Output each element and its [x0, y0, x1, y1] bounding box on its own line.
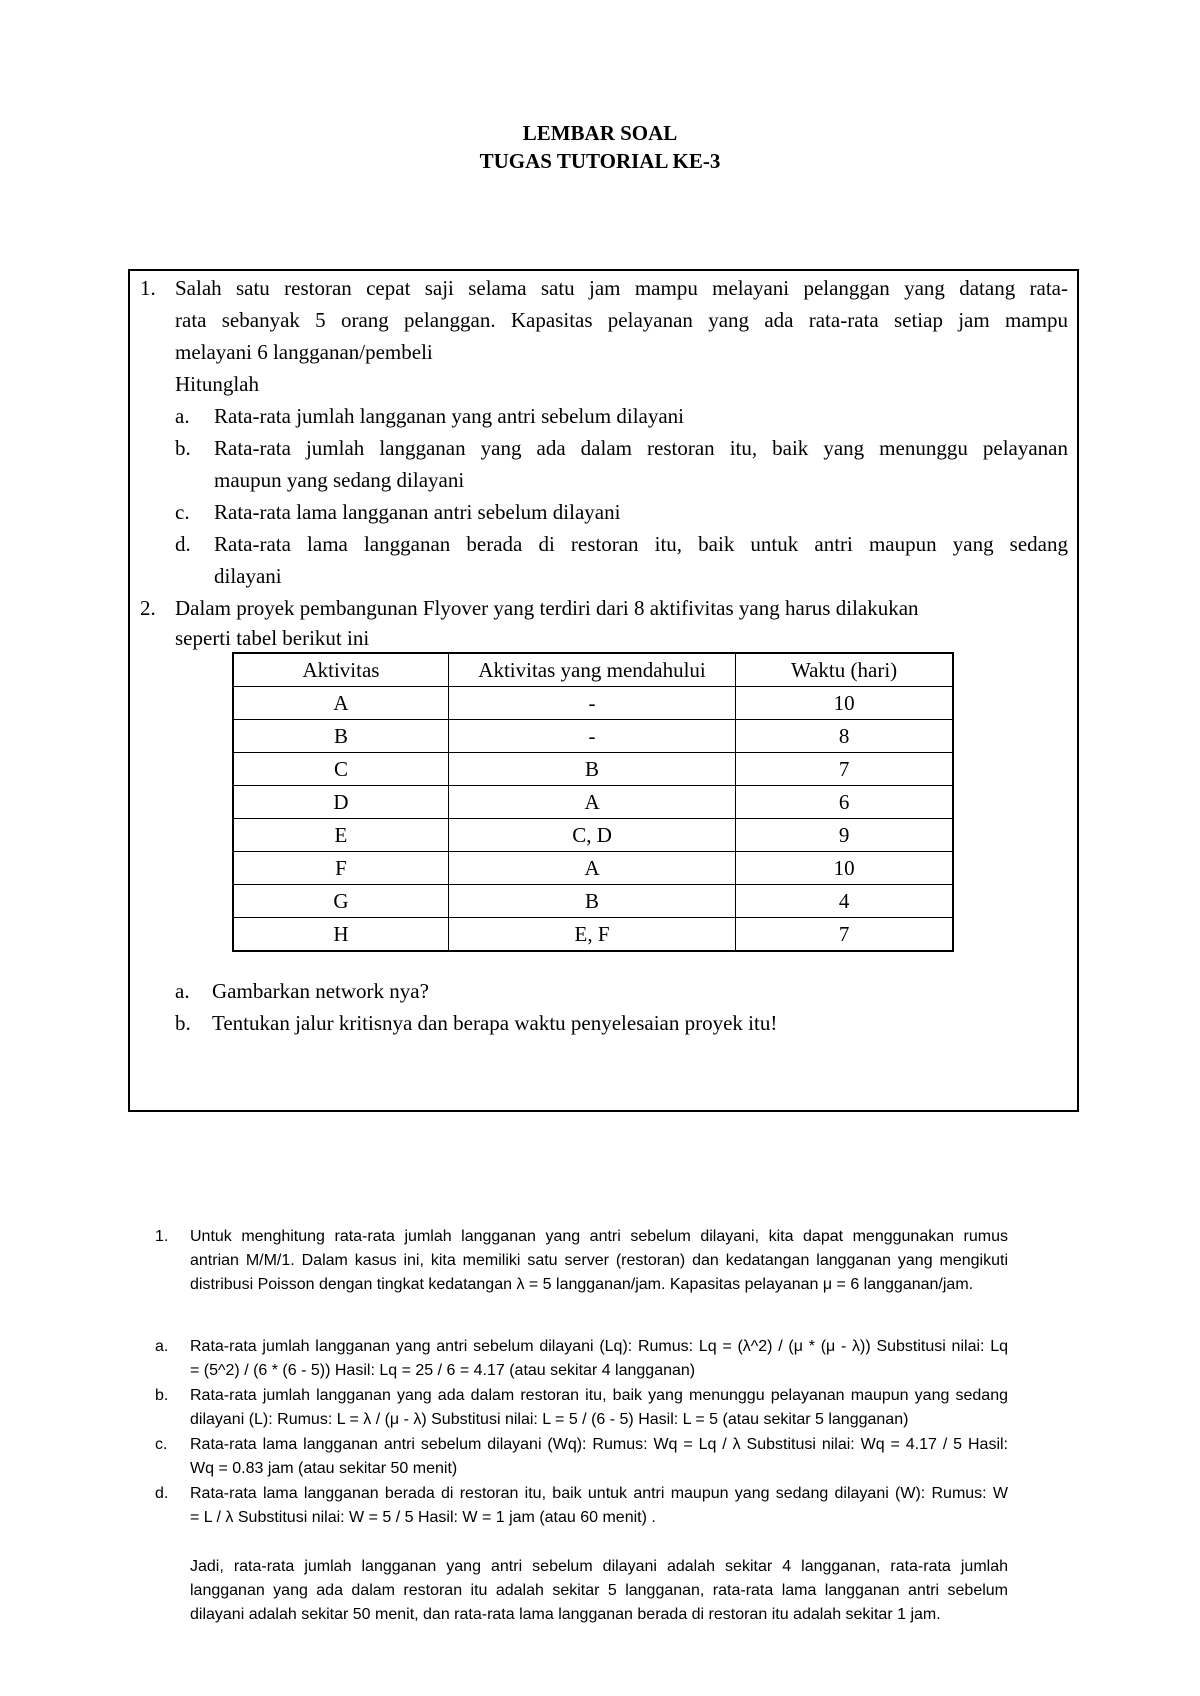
question-1-item-text: Rata-rata jumlah langganan yang antri sebelum dilayani	[214, 404, 684, 428]
answer-item-text: = L / λ Substitusi nilai: W = 5 / 5 Hasil: W = 1 jam (atau 60 menit) .	[190, 1509, 656, 1526]
answer-intro-line: distribusi Poisson dengan tingkat kedatangan λ = 5 langganan/jam. Kapasitas pelayanan μ = 6 langganan/jam.	[190, 1276, 974, 1293]
answer-item-label: c.	[155, 1436, 168, 1453]
answer-item-text: Rata-rata lama langganan antri sebelum dilayani (Wq): Rumus: Wq = Lq / λ Substitusi nilai: Wq = 4.17 / 5 Hasil:	[190, 1436, 1008, 1453]
table-row	[233, 753, 953, 786]
question-1-item-text: Rata-rata jumlah langganan yang ada dalam restoran itu, baik yang menunggu pelayanan	[214, 436, 1068, 460]
table-cell: 7	[736, 918, 953, 952]
table-row	[233, 786, 953, 819]
question-1-item-label: a.	[175, 404, 190, 428]
table-cell: E	[233, 819, 448, 852]
answer-item-label: a.	[155, 1338, 169, 1355]
question-1-text-line: melayani 6 langganan/pembeli	[175, 340, 433, 364]
table-cell: B	[233, 720, 448, 753]
table-cell: G	[233, 885, 448, 918]
table-row	[233, 852, 953, 885]
answer-number: 1.	[155, 1228, 169, 1245]
answer-item-text: dilayani (L): Rumus: L = λ / (μ - λ) Substitusi nilai: L = 5 / (6 - 5) Hasil: L = 5 (atau sekitar 5 langganan)	[190, 1411, 909, 1428]
answer-item-text: Rata-rata jumlah langganan yang antri sebelum dilayani (Lq): Rumus: Lq = (λ^2) / (μ * (μ - λ)) Substitusi nilai: Lq	[190, 1338, 1008, 1355]
table-cell: F	[233, 852, 448, 885]
page-title: LEMBAR SOAL	[522, 121, 678, 145]
table-cell: -	[448, 687, 735, 720]
question-2-number: 2.	[140, 596, 156, 620]
table-cell: B	[448, 885, 735, 918]
table-header-cell: Aktivitas	[233, 653, 448, 687]
question-1-item-text: dilayani	[214, 564, 282, 588]
answer-conclusion-line: Jadi, rata-rata jumlah langganan yang antri sebelum dilayani adalah sekitar 4 langganan, rata-rata jumlah	[190, 1558, 1008, 1575]
question-1-item-text: Rata-rata lama langganan berada di restoran itu, baik untuk antri maupun yang sedang	[214, 532, 1068, 556]
table-cell: 6	[736, 786, 953, 819]
answer-item-text: Rata-rata jumlah langganan yang ada dalam restoran itu, baik yang menunggu pelayanan maupun yang sedang	[190, 1387, 1008, 1404]
table-cell: C	[233, 753, 448, 786]
table-cell: A	[448, 852, 735, 885]
table-cell: 4	[736, 885, 953, 918]
question-2-text-line: Dalam proyek pembangunan Flyover yang terdiri dari 8 aktifivitas yang harus dilakukan	[175, 596, 919, 620]
table-cell: 8	[736, 720, 953, 753]
table-cell: E, F	[448, 918, 735, 952]
answer-item-label: b.	[155, 1387, 169, 1404]
table-cell: -	[448, 720, 735, 753]
table-row	[233, 720, 953, 753]
table-row	[233, 687, 953, 720]
table-header-cell: Aktivitas yang mendahului	[448, 653, 735, 687]
question-2-item-label: b.	[175, 1011, 191, 1035]
answer-intro-line: Untuk menghitung rata-rata jumlah langganan yang antri sebelum dilayani, kita dapat menggunakan rumus	[190, 1228, 1008, 1245]
question-2-item-label: a.	[175, 979, 190, 1003]
table-header-cell: Waktu (hari)	[736, 653, 953, 687]
question-2-text-line: seperti tabel berikut ini	[175, 626, 370, 650]
table-cell: H	[233, 918, 448, 952]
question-1-number: 1.	[140, 276, 156, 300]
answer-item-label: d.	[155, 1485, 169, 1502]
table-row	[233, 819, 953, 852]
table-cell: 7	[736, 753, 953, 786]
answer-intro-line: antrian M/M/1. Dalam kasus ini, kita memiliki satu server (restoran) dan kedatangan langganan yang mengikuti	[190, 1252, 1008, 1269]
table-cell: 10	[736, 687, 953, 720]
table-cell: D	[233, 786, 448, 819]
question-1-item-label: c.	[175, 500, 190, 524]
answer-item-text: Rata-rata lama langganan berada di restoran itu, baik untuk antri maupun yang sedang dilayani (W): Rumus: W	[190, 1485, 1008, 1502]
question-1-text-line: Salah satu restoran cepat saji selama satu jam mampu melayani pelanggan yang datang rata-	[175, 276, 1068, 300]
question-2-item-text: Gambarkan network nya?	[212, 979, 429, 1003]
table-row	[233, 885, 953, 918]
question-2-item-text: Tentukan jalur kritisnya dan berapa waktu penyelesaian proyek itu!	[212, 1011, 778, 1035]
question-1-text-line: rata sebanyak 5 orang pelanggan. Kapasitas pelayanan yang ada rata-rata setiap jam mampu	[175, 308, 1068, 332]
question-1-item-label: d.	[175, 532, 191, 556]
answer-conclusion-line: dilayani adalah sekitar 50 menit, dan rata-rata lama langganan berada di restoran itu adalah sekitar 1 jam.	[190, 1606, 941, 1623]
activity-table	[232, 652, 954, 952]
table-header-row	[233, 653, 953, 687]
table-cell: 9	[736, 819, 953, 852]
table-cell: A	[233, 687, 448, 720]
page-subtitle: TUGAS TUTORIAL KE-3	[479, 149, 721, 173]
answer-item-text: = (5^2) / (6 * (6 - 5)) Hasil: Lq = 25 / 6 = 4.17 (atau sekitar 4 langganan)	[190, 1362, 696, 1379]
answer-conclusion-line: langganan yang ada dalam restoran itu adalah sekitar 5 langganan, rata-rata lama langganan antri sebelum	[190, 1582, 1008, 1599]
answer-item-text: Wq = 0.83 jam (atau sekitar 50 menit)	[190, 1460, 458, 1477]
table-row	[233, 918, 953, 952]
table-cell: C, D	[448, 819, 735, 852]
table-cell: A	[448, 786, 735, 819]
table-cell: 10	[736, 852, 953, 885]
question-1-item-text: Rata-rata lama langganan antri sebelum dilayani	[214, 500, 621, 524]
question-1-item-text: maupun yang sedang dilayani	[214, 468, 465, 492]
question-1-item-label: b.	[175, 436, 191, 460]
table-cell: B	[448, 753, 735, 786]
question-1-prompt: Hitunglah	[175, 372, 259, 396]
